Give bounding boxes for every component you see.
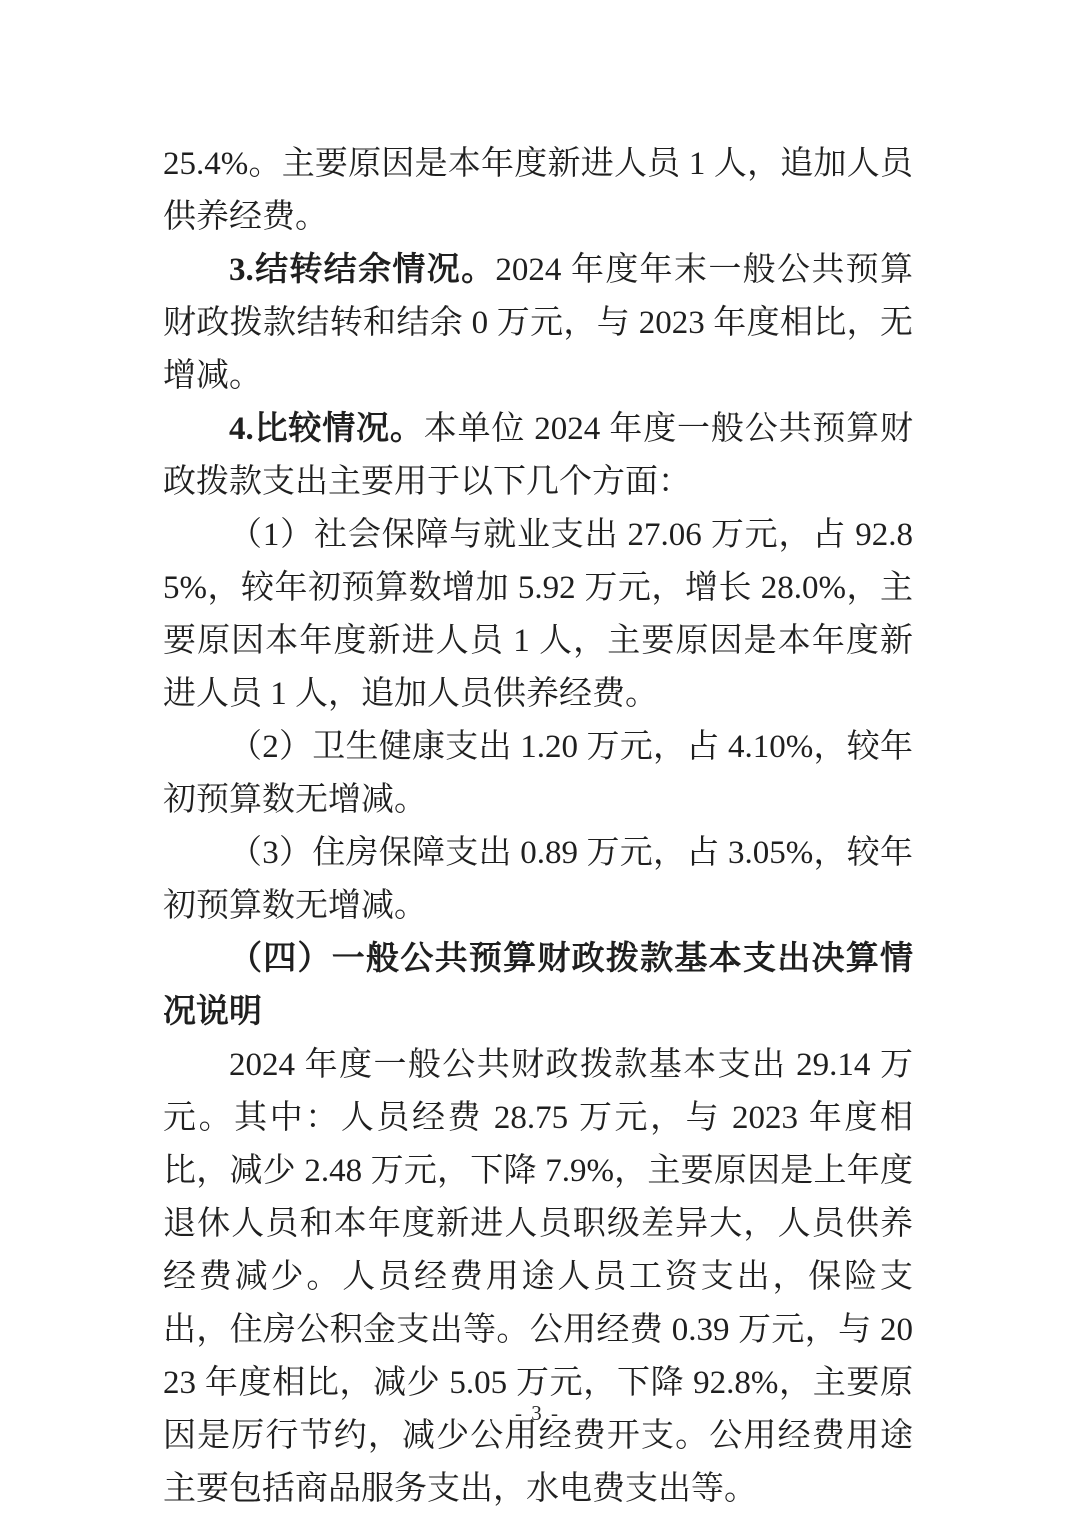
list-item-1-social-security-expenditure — [163, 509, 913, 721]
paragraph-basic-expenditure-detail — [163, 1039, 913, 1516]
paragraph-carryover-balance — [163, 244, 913, 403]
paragraph-text: 本单位 2024 年度一般公共预算财政拨款支出主要用于以下几个方面： — [163, 411, 914, 500]
paragraph-text: 25.4%。主要原因是本年度新进人员 1 人，追加人员供养经费。 — [163, 146, 913, 235]
list-item-3-housing-expenditure — [163, 827, 913, 933]
section-heading-basic-expenditure — [163, 933, 913, 1039]
paragraph-continuation — [163, 138, 913, 244]
paragraph-text: 2024 年度一般公共财政拨款基本支出 29.14 万元。其中：人员经费 28.75 万元，与 2023 年度相比，减少 2.48 万元，下降 7.9%，主要原因是上年度退休人员和本年度新进人员职级差异大，人员供养经费减少。人员经费用途人员工资支出，保险支出，住房公积金支出等。公用经费 0.39 万元，与 2023 年度相比，减少 5.05 万元，下降 92.8%，主要原因是厉行节约，减少公用经费开支。公用经费用途主要包括商品服务支出，水电费支出等。 — [163, 1047, 914, 1507]
paragraph-text: （3）住房保障支出 0.89 万元，占 3.05%，较年初预算数无增减。 — [163, 835, 913, 924]
list-item-2-health-expenditure — [163, 721, 913, 827]
section-heading-text: （四）一般公共预算财政拨款基本支出决算情况说明 — [163, 941, 913, 1030]
paragraph-text: （2）卫生健康支出 1.20 万元，占 4.10%，较年初预算数无增减。 — [163, 729, 913, 818]
paragraph-lead: 4.比较情况。 — [229, 411, 424, 447]
paragraph-lead: 3.结转结余情况。 — [229, 252, 496, 288]
paragraph-text: （1）社会保障与就业支出 27.06 万元，占 92.85%，较年初预算数增加 5.92 万元，增长 28.0%，主要原因本年度新进人员 1 人，主要原因是本年度新进人员 1 人，追加人员供养经费。 — [163, 517, 913, 712]
document-body — [163, 138, 913, 1516]
page-number: - 3 - — [515, 1401, 560, 1425]
paragraph-text: 2024 年度年末一般公共预算财政拨款结转和结余 0 万元，与 2023 年度相比，无增减。 — [163, 252, 914, 394]
paragraph-comparison — [163, 403, 913, 509]
